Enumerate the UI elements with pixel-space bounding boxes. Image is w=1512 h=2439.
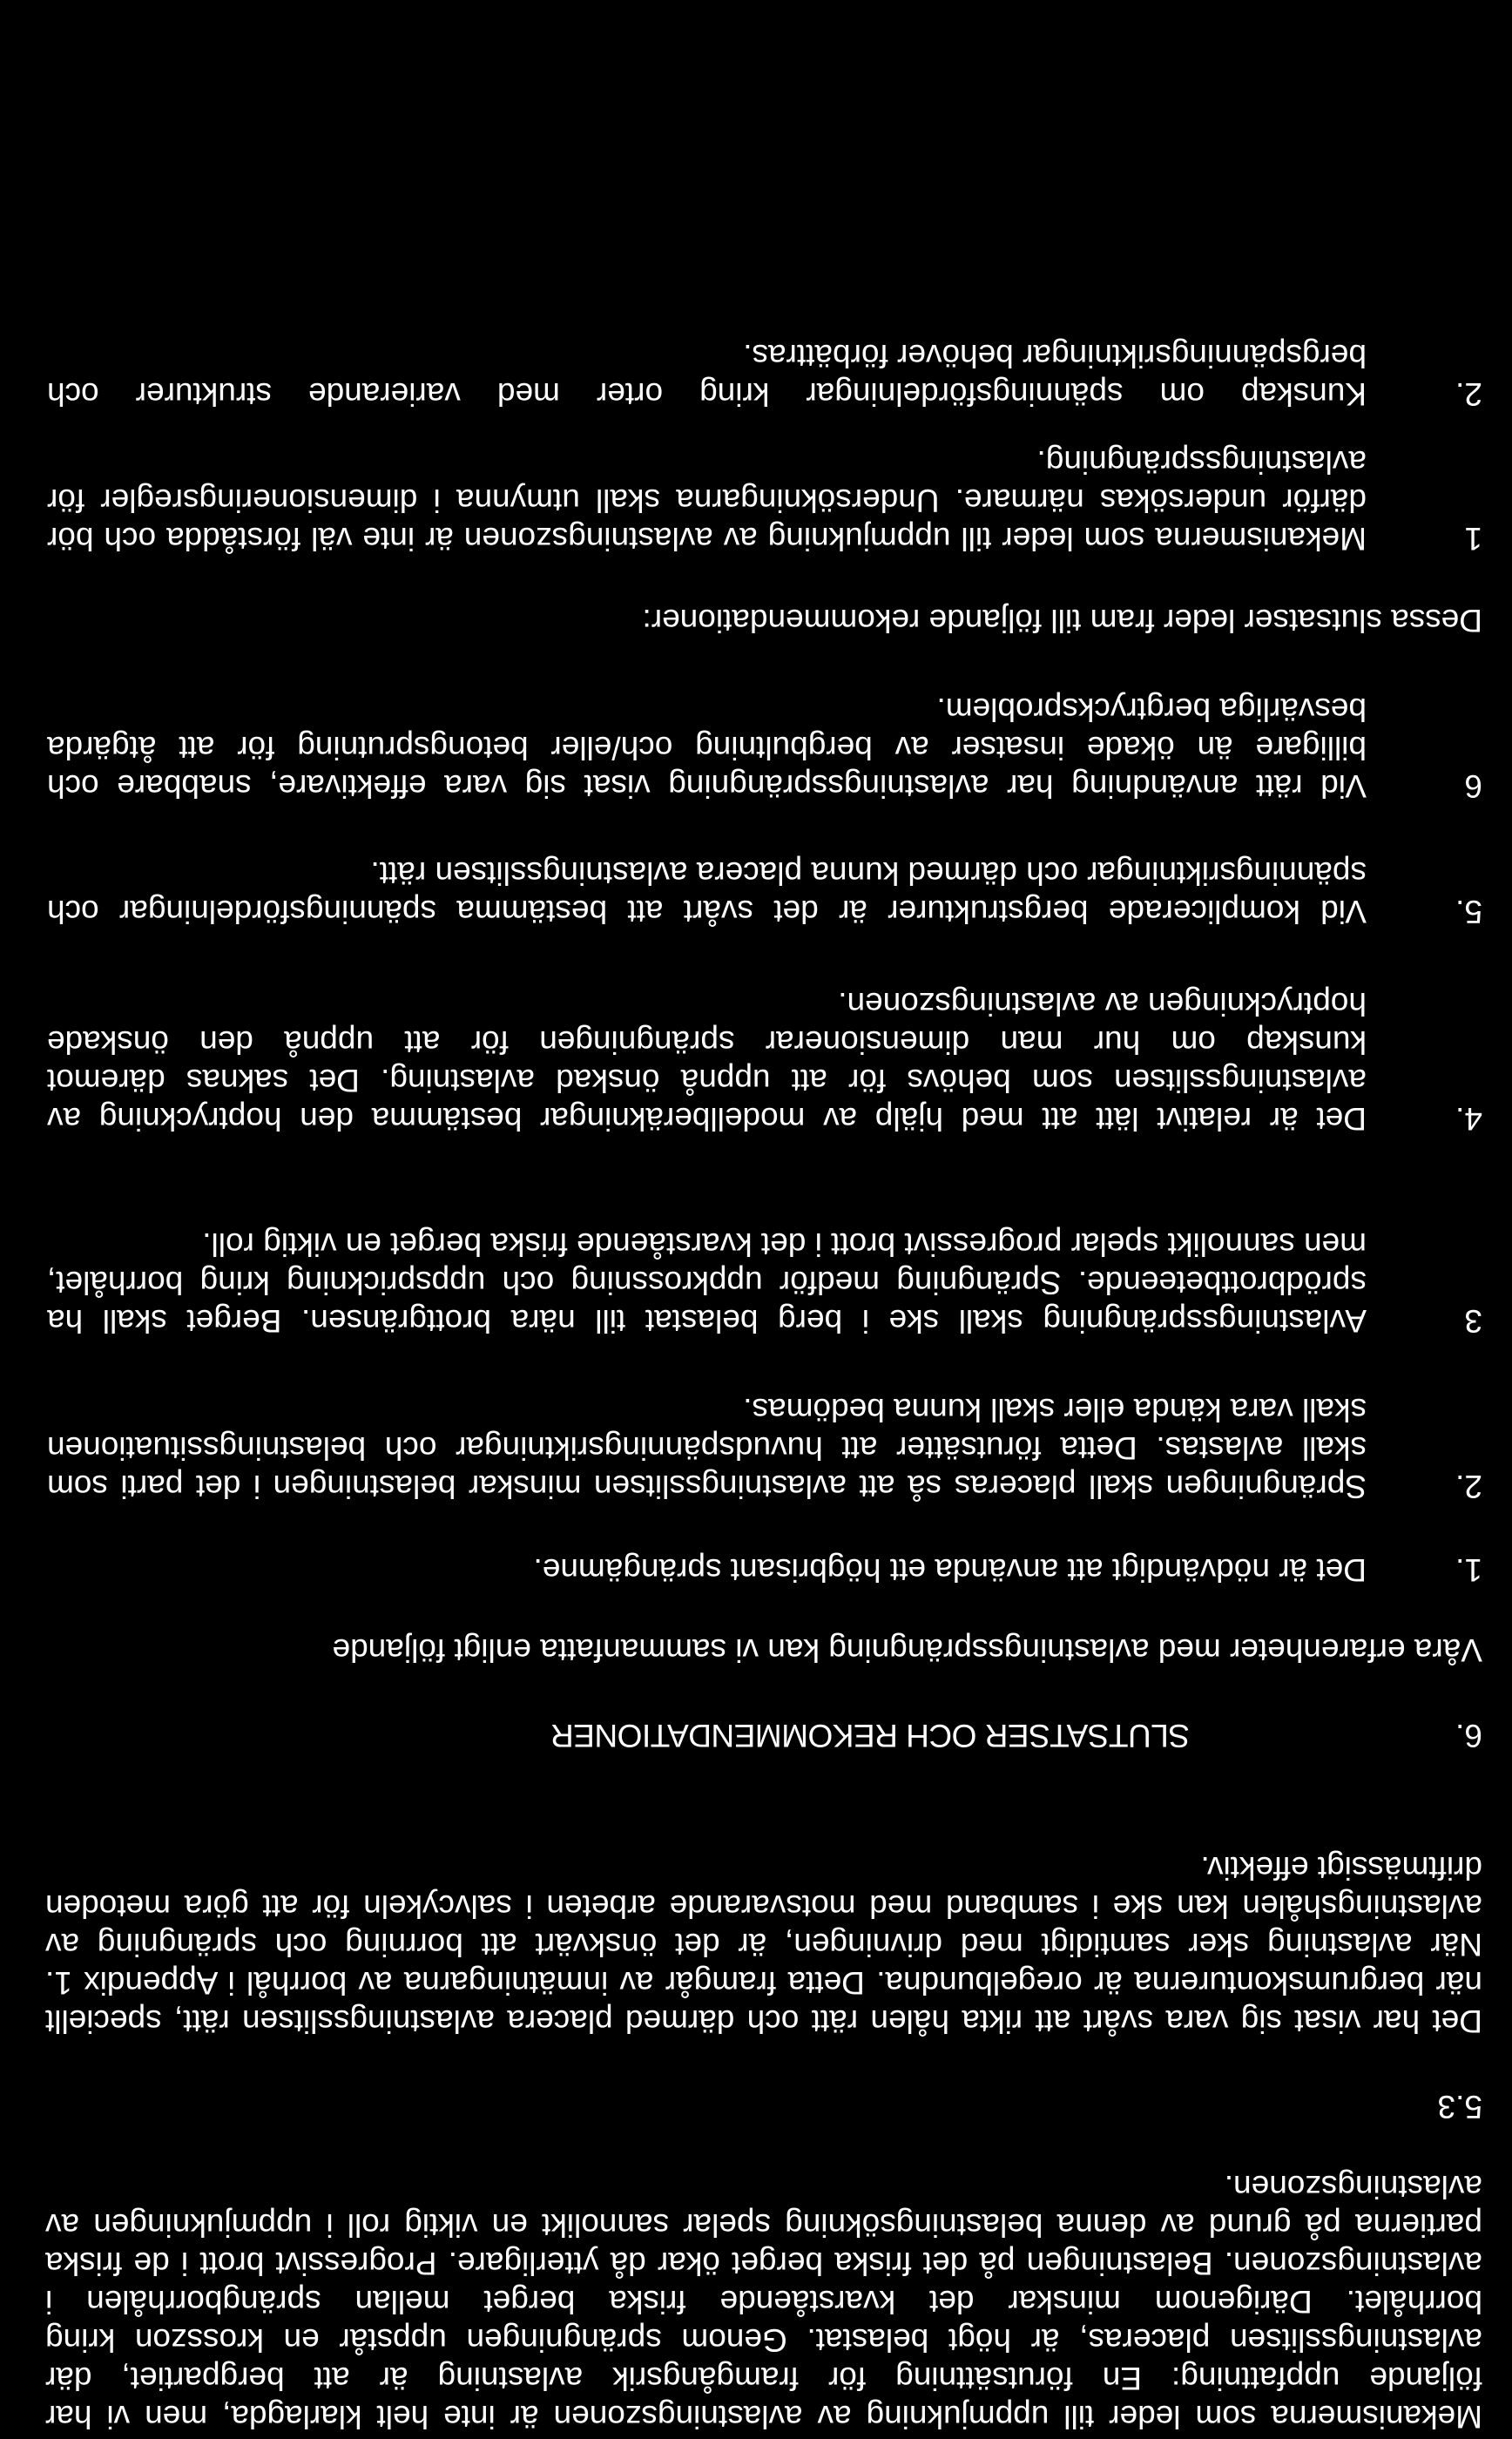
summary-intro: Våra erfarenheter med avlastningssprängning kan vi sammanfatta enligt följande [332, 1632, 1482, 1668]
conclusion-text: Vid komplicerade bergstrukturer är det svårt att bestämma spänningsfördelningar och spänningsriktningar och därmed kunna placera avlastningsslitsen rätt. [47, 855, 1367, 929]
conclusion-text: Sprängningen skall placeras så att avlastningsslitsen minskar belastningen i det parti som skall avlastas. Detta förutsätter att huvudspänningsriktningar och belastningssituationen skall vara kända eller skall kunna bedömas. [47, 1392, 1367, 1504]
conclusion-text: Avlastningssprängning skall ske i berg belastat till nära brottgränsen. Berget skall ha sprödbrottbeteende. Sprängning medför uppkrossning och uppsprickning kring borrhålet, men sannolikt spelar progressivt brott i det kvarstående friska berget en viktig roll. [47, 1226, 1367, 1339]
intro-paragraph: Mekanismerna som leder till uppmjukning av avlastningszonen är inte helt klarlagda, men vi har följande uppfattning: En förutsättning för framgångsrik avlastning är att bergpartiet, där avlastningsslitsen placeras, är högt belastat. Genom sprängningen uppstår en krosszon kring borrhålet. Därigenom minskar det kvarstående friska berget mellan sprängborrhålen i avlastningszonen. Belastningen på det friska berget ökar då ytterligare. Progressivt brott i de friska partierna på grund av denna belastningsökning spelar sannolikt en viktig roll i uppmjukningen av avlastningszonen. [45, 2169, 1482, 2435]
conclusion-marker: 5. [1455, 894, 1482, 929]
conclusion-marker: 1. [1455, 1552, 1482, 1588]
recommendation-marker: 1 [1464, 521, 1482, 557]
section-5-3-paragraph: Det har visat sig vara svårt att rikta hålen rätt och därmed placera avlastningsslitsen rätt, speciellt när bergrumskonturerna är oregelbundna. Detta framgår av inmätningarna av borrhål i Appendix 1. När avlastning sker samtidigt med drivningen, är det önskvärt att borrning och sprängning av avlastningshålen kan ske i samband med motsvarande arbeten i salvcykeln för att göra metoden driftmässigt effektiv. [45, 1850, 1482, 2039]
section-6-number: 6. [1455, 1718, 1482, 1753]
conclusion-marker: 6 [1464, 768, 1482, 804]
conclusion-text: Det är relativt lätt att med hjälp av modellberäkningar bestämma den hoptryckning av avlastningsslitsen som behövs för att uppnå önskad avlastning. Det saknas däremot kunskap om hur man dimensionerar sprängningen för att uppnå den önskade hoptryckningen av avlastningszonen. [47, 986, 1367, 1137]
conclusion-marker: 3 [1464, 1303, 1482, 1339]
recommendation-marker: 2. [1455, 376, 1482, 412]
recommendation-text: Mekanismerna som leder till uppmjukning av avlastningszonen är inte väl förstådda och bör därför undersökas närmare. Undersökningarna skall utmynna i dimensioneringsregler för avlastningssprängning. [47, 444, 1367, 557]
section-6-title: SLUTSATSER OCH REKOMMENDATIONER [550, 1718, 1190, 1753]
conclusion-text: Vid rätt användning har avlastningssprängning visat sig vara effektivare, snabbare och billigare än ökade insatser av bergbultning och/eller betongsprutning för att åtgärda besvärliga bergtrycksproblem. [47, 692, 1367, 804]
recommendations-intro: Dessa slutsatser leder fram till följande rekommendationer: [642, 603, 1482, 638]
conclusion-marker: 4. [1455, 1101, 1482, 1137]
section-5-3-number: 5.3 [1437, 2089, 1482, 2125]
conclusion-text: Det är nödvändigt att använda ett högbrisant sprängämne. [533, 1552, 1367, 1588]
recommendation-text: Kunskap om spänningsfördelningar kring orter med varierande strukturer och bergspänningsriktningar behöver förbättras. [47, 338, 1367, 412]
conclusion-marker: 2. [1455, 1469, 1482, 1504]
